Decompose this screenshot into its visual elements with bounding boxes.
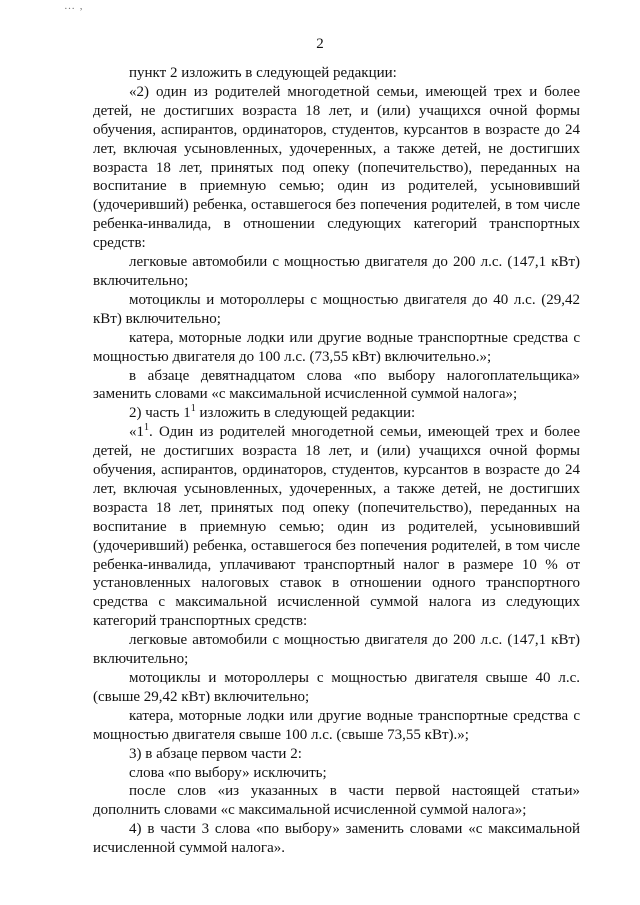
paragraph-intro: пункт 2 изложить в следующей редакции: [129,65,397,81]
paragraph-part-1-1-post: изложить в следующей редакции: [195,405,416,422]
paragraph-supplement: после слов «из указанных в части первой настоящей статьи» дополнить словами «с максимальной исчисленной суммой налога»; [93,783,580,819]
paragraph-boats-2: катера, моторные лодки или другие водные транспортные средства с мощностью двигателя свыше 100 л.с. (свыше 73,55 кВт).»; [93,707,580,743]
paragraph-motorcycles: мотоциклы и мотороллеры с мощностью двигателя до 40 л.с. (29,42 кВт) включительно; [93,291,580,327]
page-number: 2 [316,36,324,52]
paragraph-new-part-1-1 [93,423,580,631]
paragraph-cars: легковые автомобили с мощностью двигателя до 200 л.с. (147,1 кВт) включительно; [93,254,580,289]
paragraph-new-part-1-1-post: . Один из родителей многодетной семьи, имеющей трех и более детей, не достигших возраста 18 лет, и (или) учащихся очной формы обучения, аспирантов, ординаторов, студентов, курсантов в возрасте до 24 лет, включая усыновленных, удочеренных, а также детей, не достигших возраста 18 лет, принятых под опеку (попечительство), переданных на воспитание в приемную семью; один из родителей, усыновивший (удочеривший) ребенка, оставшегося без попечения родителей, в том числе ребенка-инвалида, уплачивают транспортный налог в размере 10 % от установленных налоговых ставок в отношении одного транспортного средства с максимальной исчисленной суммой налога из следующих категорий транспортных средств: [93,424,580,630]
paragraph-motorcycles-2: мотоциклы и мотороллеры с мощностью двигателя свыше 40 л.с. (свыше 29,42 кВт) включительно; [93,670,580,705]
paragraph-cars-2: легковые автомобили с мощностью двигателя до 200 л.с. (147,1 кВт) включительно; [93,632,580,668]
scan-corner-mark: … , [64,0,84,12]
paragraph-abzac-19: в абзаце девятнадцатом слова «по выбору налогоплательщика» заменить словами «с максимальной исчисленной суммой налога»; [93,367,580,403]
paragraph-words-excluded: слова «по выбору» исключить; [129,764,327,781]
paragraph-part-1-1-pre: 2) часть 1 [129,405,191,422]
superscript: 1 [190,403,196,415]
paragraph-new-part-1-1-pre: «1 [129,424,144,441]
superscript: 1 [144,422,149,434]
document-body [93,64,580,858]
paragraph-part-1-1 [93,404,580,423]
paragraph-item-3: 3) в абзаце первом части 2: [129,745,302,762]
paragraph-item-4: 4) в части 3 слова «по выбору» заменить словами «с максимальной исчисленной суммой налога». [93,821,580,857]
paragraph-boats: катера, моторные лодки или другие водные транспортные средства с мощностью двигателя до 100 л.с. (73,55 кВт) включительно.»; [93,329,580,365]
paragraph-item-2: «2) один из родителей многодетной семьи, имеющей трех и более детей, не достигших возраста 18 лет, и (или) учащихся очной формы обучения, аспирантов, ординаторов, студентов, курсантов в возрасте до 24 лет, включая усыновленных, удочеренных, а также детей, не достигших возраста 18 лет, принятых под опеку (попечительство), переданных на воспитание в приемную семью; один из родителей, усыновивший (удочеривший) ребенка, оставшегося без попечения родителей, в том числе ребенка-инвалида, в отношении следующих категорий транспортных средств: [93,83,580,252]
